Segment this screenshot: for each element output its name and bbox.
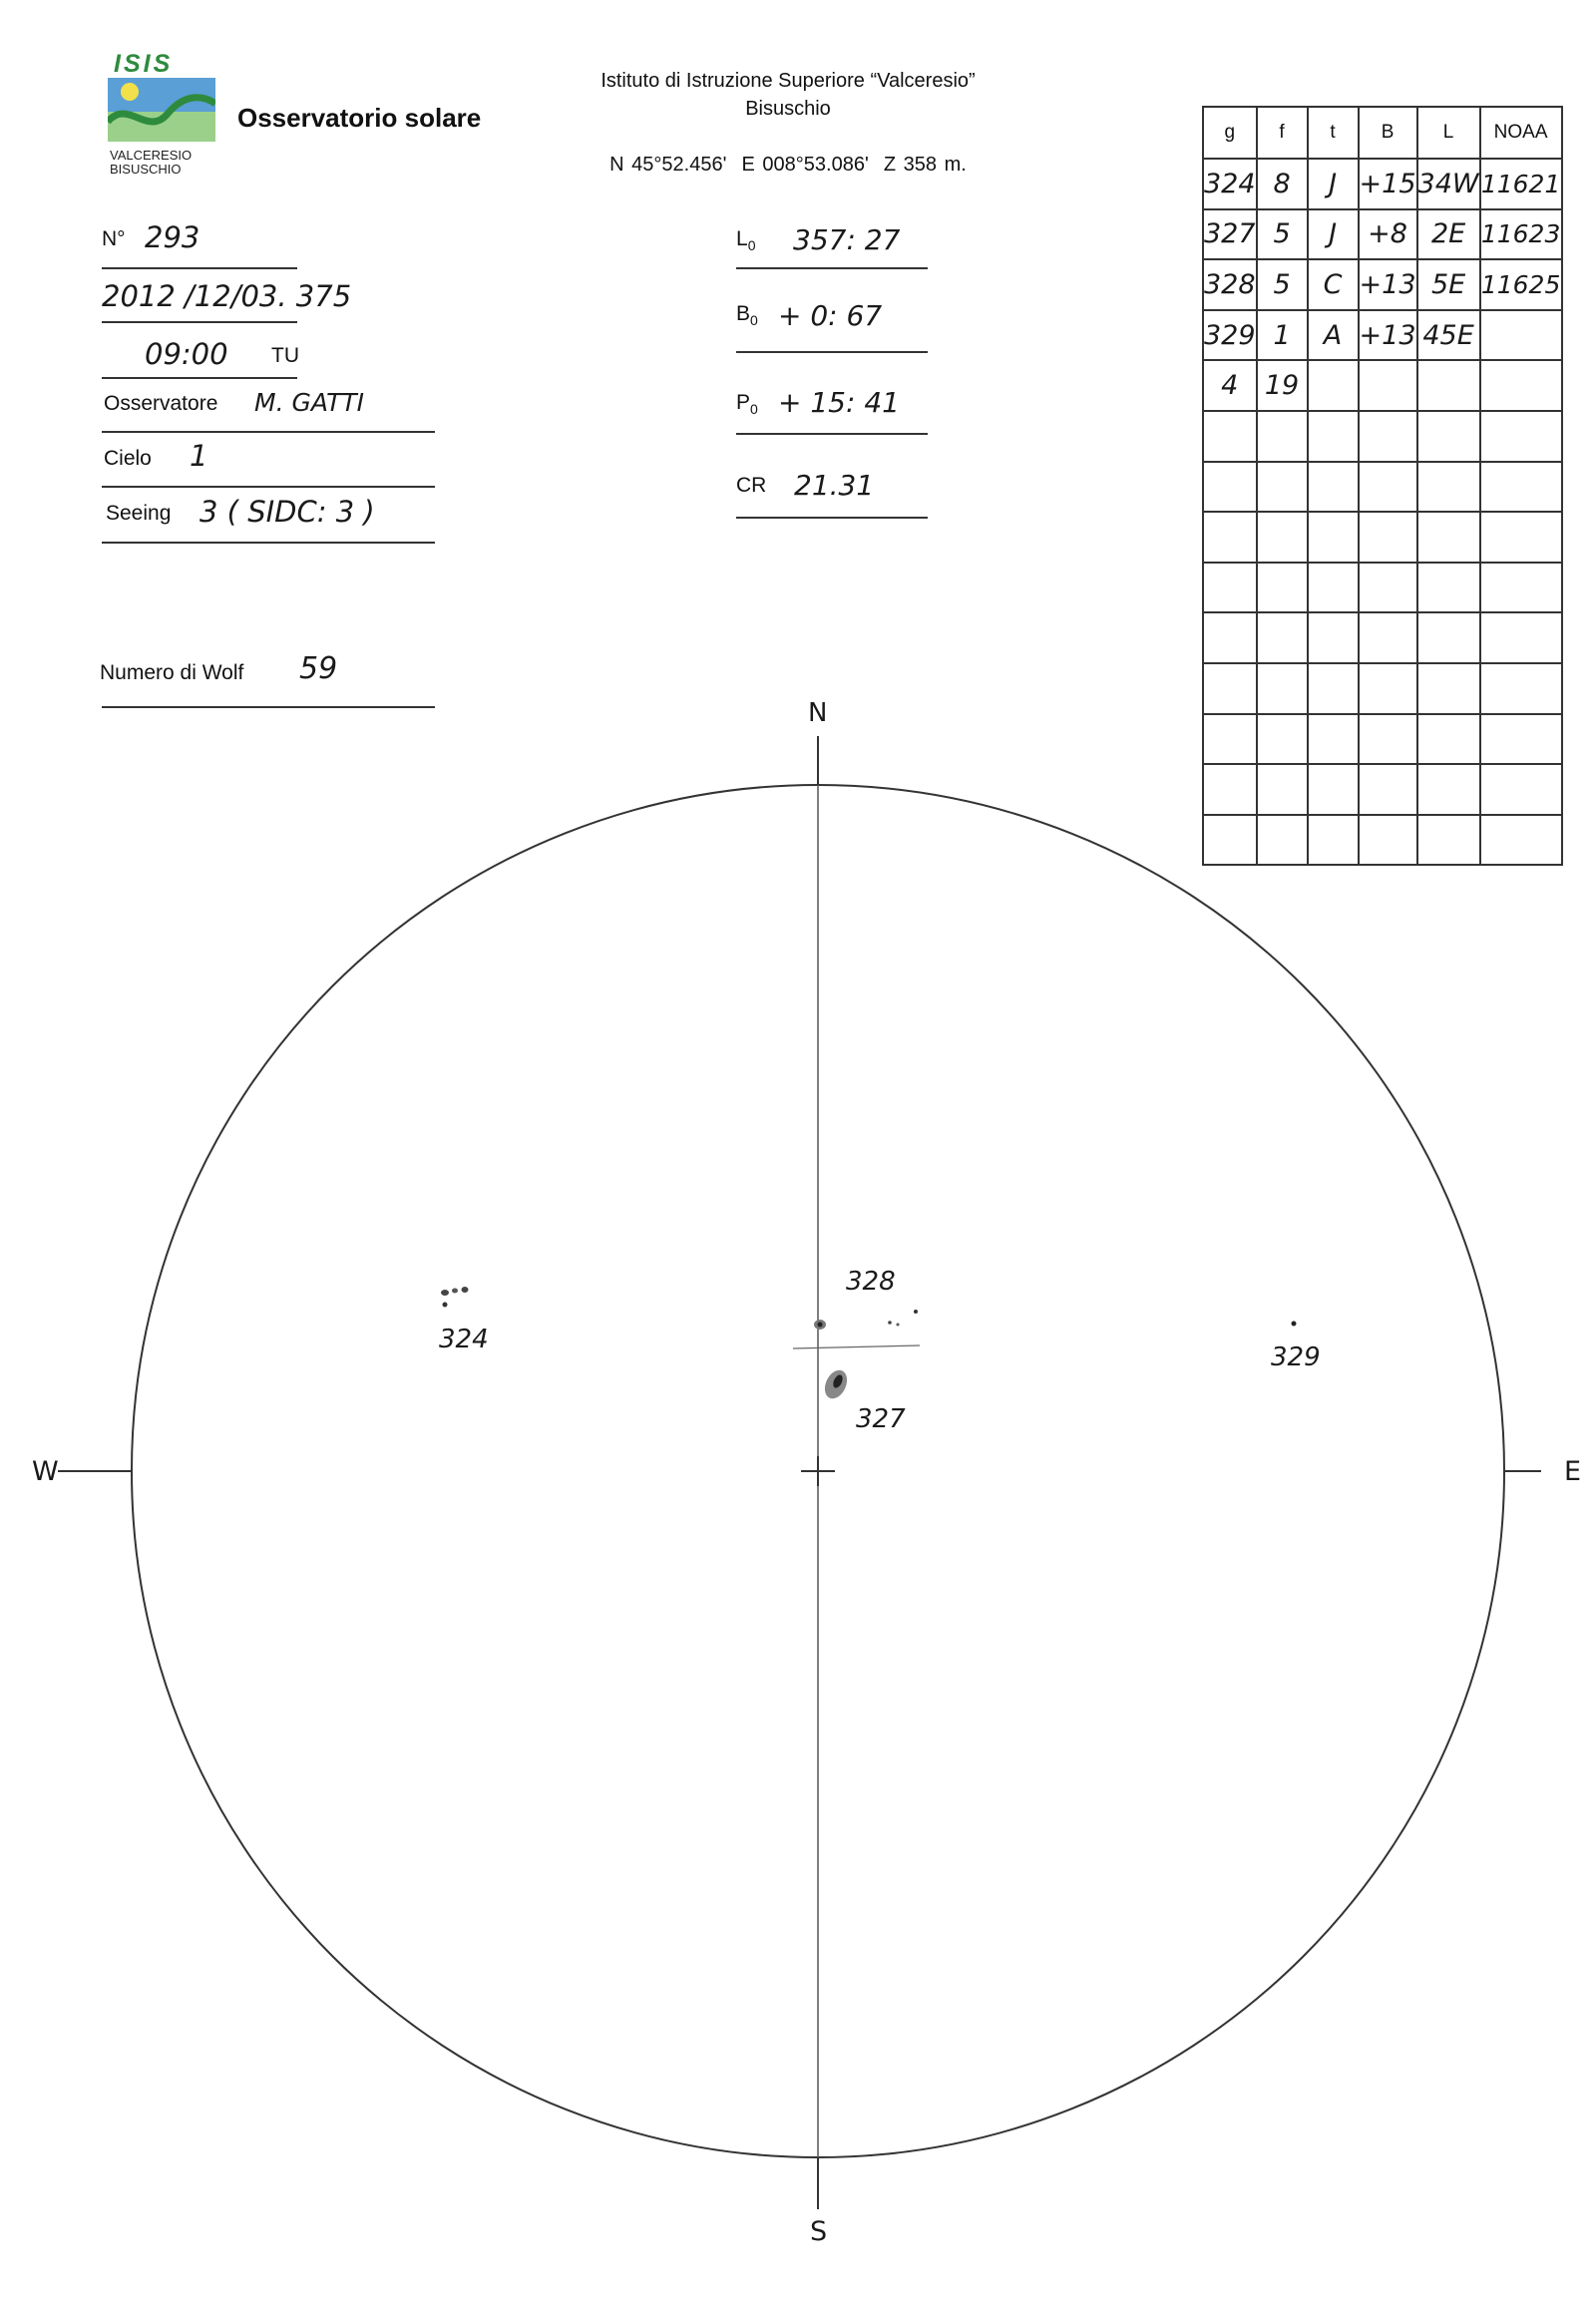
group-label-329: 329: [1271, 1342, 1321, 1372]
cell-spots: 5: [1257, 259, 1308, 310]
group-label-328: 328: [846, 1267, 896, 1297]
cell-longitude: 45E: [1417, 310, 1480, 361]
sunspot: [897, 1324, 900, 1327]
b0-value: + 0: 67: [778, 299, 883, 332]
seeing-label: Seeing: [106, 502, 172, 525]
wolf-value: 59: [299, 651, 338, 686]
b0-sub: 0: [750, 312, 758, 329]
disk-west-label: W: [32, 1456, 59, 1487]
p0-letter: P: [736, 391, 751, 414]
cr-label: CR: [736, 474, 767, 497]
time-unit: TU: [271, 344, 299, 367]
p0-sub: 0: [750, 401, 758, 418]
header-noaa: NOAA: [1480, 107, 1562, 159]
cell-latitude: +13: [1359, 259, 1417, 310]
l0-letter: L: [736, 227, 748, 250]
cell-type: J: [1308, 209, 1359, 260]
sunspot: [443, 1303, 448, 1308]
cell-noaa: 11625: [1480, 259, 1562, 310]
cell-group: 327: [1203, 209, 1257, 260]
p0-value: + 15: 41: [778, 386, 900, 419]
sunspot: [1292, 1322, 1297, 1327]
number-value: 293: [145, 220, 200, 254]
cr-value: 21.31: [794, 469, 875, 502]
cell-noaa: 11623: [1480, 209, 1562, 260]
cell-spots: 8: [1257, 159, 1308, 209]
institute-name: Istituto di Istruzione Superiore “Valceresio”: [600, 70, 976, 92]
cell-type: C: [1308, 259, 1359, 310]
sky-label: Cielo: [104, 447, 152, 470]
sunspot-group-327: [821, 1366, 852, 1402]
cell-group: 329: [1203, 310, 1257, 361]
group-label-327: 327: [856, 1404, 906, 1434]
number-label: N°: [102, 227, 126, 250]
sky-value: 1: [190, 439, 208, 473]
cell-type: J: [1308, 159, 1359, 209]
logo-mark: ISIS: [114, 50, 174, 78]
sunspot: [462, 1287, 469, 1293]
disk-south-label: S: [810, 2216, 828, 2247]
cell-group: 328: [1203, 259, 1257, 310]
date-value: 2012 /12/03. 375: [102, 279, 352, 313]
sunspot-group-328: [814, 1310, 918, 1330]
site-coordinates: N 45°52.456' E 008°53.086' Z 358 m.: [609, 154, 967, 176]
cell-longitude: 34W: [1417, 159, 1480, 209]
cell-longitude: 5E: [1417, 259, 1480, 310]
sunspot: [888, 1321, 892, 1325]
cell-spots: 1: [1257, 310, 1308, 361]
disk-north-label: N: [808, 698, 828, 728]
cell-latitude: +13: [1359, 310, 1417, 361]
l0-value: 357: 27: [793, 223, 901, 256]
wolf-label: Numero di Wolf: [100, 661, 244, 684]
disk-east-label: E: [1564, 1456, 1582, 1487]
header-f: f: [1257, 107, 1308, 159]
observer-value: M. GATTI: [254, 388, 365, 417]
cell-longitude: 2E: [1417, 209, 1480, 260]
sunspot-group-329: [1292, 1322, 1297, 1327]
header-t: t: [1308, 107, 1359, 159]
cell-group: 324: [1203, 159, 1257, 209]
logo-line1: VALCERESIO: [110, 148, 193, 163]
group-label-324: 324: [439, 1325, 489, 1354]
institute-town: Bisuschio: [745, 98, 831, 120]
header-b: B: [1359, 107, 1417, 159]
sunspot-group-324: [441, 1287, 469, 1308]
logo-line2: BISUSCHIO: [110, 162, 182, 177]
sunspot: [441, 1290, 449, 1296]
seeing-value: 3 ( SIDC: 3 ): [200, 495, 375, 529]
sunspot: [914, 1310, 918, 1314]
sunspot: [818, 1323, 823, 1328]
cell-noaa: 11621: [1480, 159, 1562, 209]
l0-sub: 0: [747, 237, 756, 254]
header-l: L: [1417, 107, 1480, 159]
cell-spots: 19: [1257, 360, 1308, 411]
group-divider-line: [793, 1345, 920, 1348]
cell-latitude: +8: [1359, 209, 1417, 260]
cell-latitude: +15: [1359, 159, 1417, 209]
cell-spots: 5: [1257, 209, 1308, 260]
time-value: 09:00: [145, 337, 228, 371]
observer-label: Osservatore: [104, 392, 218, 415]
observatory-title: Osservatorio solare: [237, 103, 482, 133]
b0-letter: B: [736, 302, 751, 325]
header-g: g: [1203, 107, 1257, 159]
cell-group: 4: [1203, 360, 1257, 411]
sunspot: [452, 1289, 458, 1294]
cell-type: A: [1308, 310, 1359, 361]
